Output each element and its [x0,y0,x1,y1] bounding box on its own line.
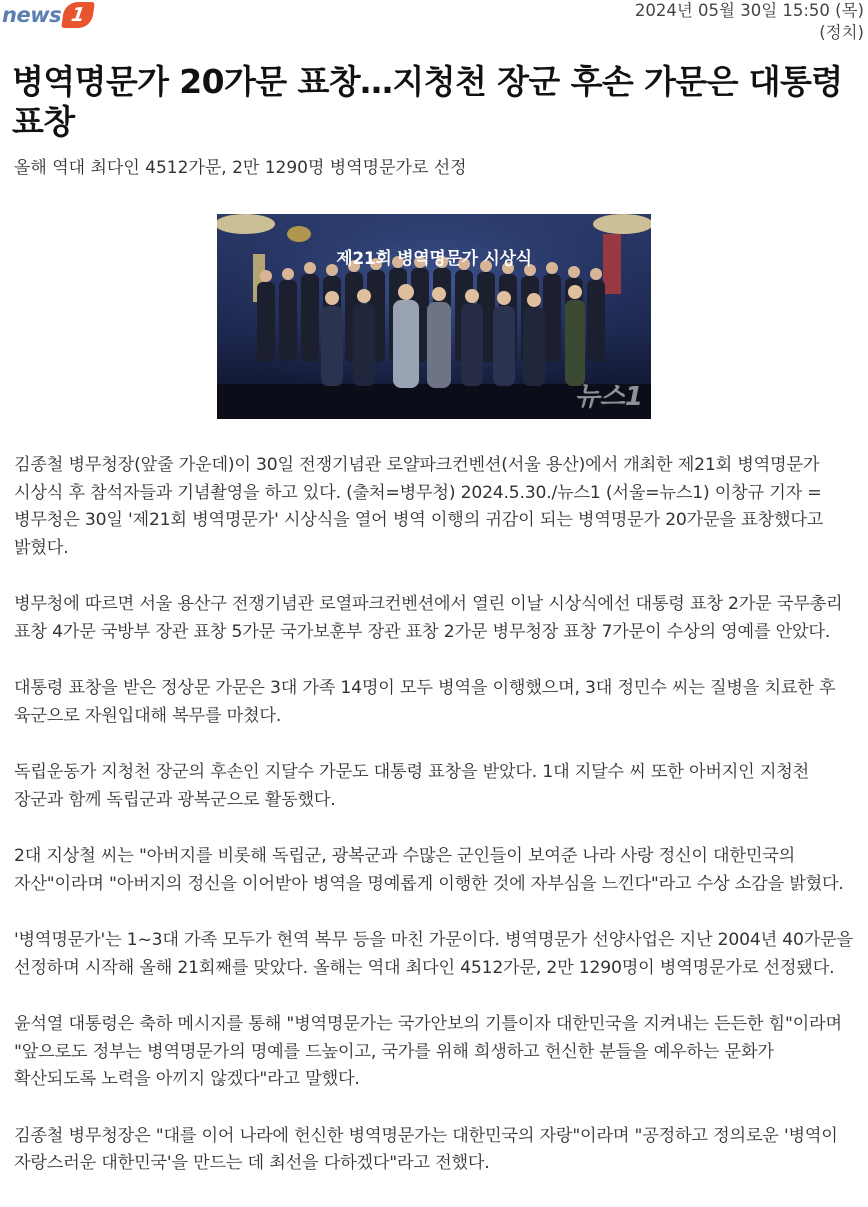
logo-wordmark: news [2,3,62,27]
publish-datetime: 2024년 05월 30일 15:50 (목) [634,1,864,20]
news1-logo[interactable] [2,2,93,28]
article-paragraph: 독립운동가 지청천 장군의 후손인 지달수 가문도 대통령 표창을 받았다. 1대 지달수 씨 또한 아버지인 지청천 장군과 함께 독립군과 광복군으로 활동했다. [14,762,810,810]
article-paragraph: 대통령 표창을 받은 정상문 가문은 3대 가족 14명이 모두 병역을 이행했으며, 3대 정민수 씨는 질병을 치료한 후 육군으로 자원입대해 복무를 마쳤다. [14,678,836,726]
article-paragraph: '병역명문가'는 1~3대 가족 모두가 현역 복무 등을 마친 가문이다. 병역명문가 선양사업은 지난 2004년 40가문을 선정하며 시작해 올해 21회째를 맞았다. 올해는 역대 최다인 4512가문, 2만 1290명이 병역명문가로 선정됐다. [14,930,853,978]
article-paragraph: 김종철 병무청장은 "대를 이어 나라에 헌신한 병역명문가는 대한민국의 자랑"이라며 "공정하고 정의로운 '병역이 자랑스러운 대한민국'을 만드는 데 최선을 다하겠다"라고 전했다. [14,1125,838,1173]
article-meta [635,0,864,44]
article-photo[interactable] [217,214,651,419]
article-paragraph: 윤석열 대통령은 축하 메시지를 통해 "병역명문가는 국가안보의 기틀이자 대한민국을 지켜내는 든든한 힘"이라며 "앞으로도 정부는 병역명문가의 명예를 드높이고, 국가를 위해 희생하고 헌신한 분들을 예우하는 문화가 확산되도록 노력을 아끼지 않겠다"라고 말했다. [14,1014,842,1089]
article-title: 병역명문가 20가문 표창…지청천 장군 후손 가문은 대통령 표창 [12,62,843,141]
article-body [14,452,856,1207]
photo-watermark: 뉴스1 [574,382,643,412]
section-label: (정치) [819,23,864,42]
article-paragraph: 병무청에 따르면 서울 용산구 전쟁기념관 로열파크컨벤션에서 열린 이날 시상식에선 대통령 표창 2가문 국무총리 표창 4가문 국방부 장관 표창 5가문 국가보훈부 장관 표창 2가문 병무청장 표창 7가문이 수상의 영예를 안았다. [14,594,843,642]
article-paragraph: 2대 지상철 씨는 "아버지를 비롯해 독립군, 광복군과 수많은 군인들이 보여준 나라 사랑 정신이 대한민국의 자산"이라며 "아버지의 정신을 이어받아 병역을 명예롭게 이행한 것에 자부심을 느낀다"라고 수상 소감을 밝혔다. [14,846,844,894]
article-paragraph: 김종철 병무청장(앞줄 가운데)이 30일 전쟁기념관 로얄파크컨벤션(서울 용산)에서 개최한 제21회 병역명문가 시상식 후 참석자들과 기념촬영을 하고 있다. (출처=병무청) 2024.5.30./뉴스1 (서울=뉴스1) 이창규 기자 = 병무청은 30일 '제21회 병역명문가' 시상식을 열어 병역 이행의 귀감이 되는 병역명문가 20가문을 표창했다고 밝혔다. [14,455,824,558]
article-subtitle: 올해 역대 최다인 4512가문, 2만 1290명 병역명문가로 선정 [14,158,467,178]
logo-badge: 1 [61,2,95,28]
photo-banner-text: 제21회 병역명문가 시상식 [336,249,532,269]
